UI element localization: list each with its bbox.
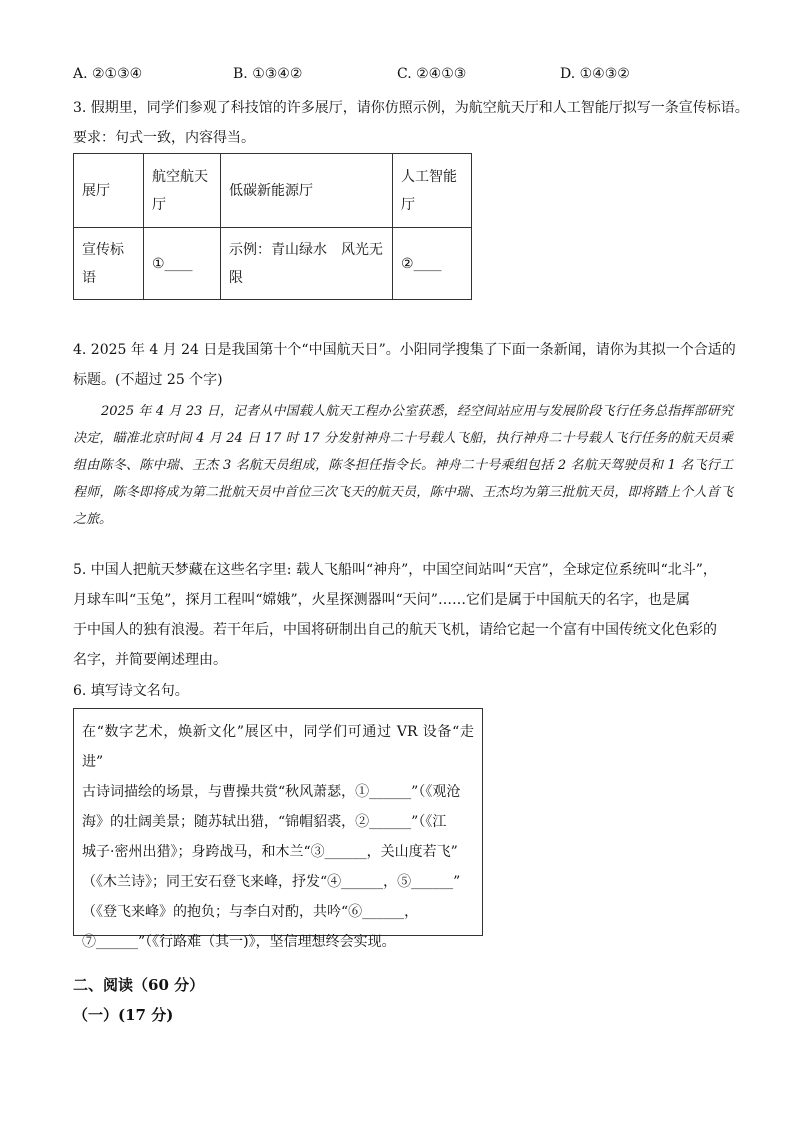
subsection-heading: （一）(17 分) — [73, 1006, 174, 1024]
cell-slogan-label: 宣传标语 — [74, 228, 144, 300]
cell-slogan-1: ①____ — [144, 228, 221, 300]
q5-line-3: 于中国人的独有浪漫。若干年后，中国将研制出自己的航天飞机，请给它起一个富有中国传统文化色彩的 — [73, 622, 717, 638]
cell-aerospace: 航空航天厅 — [144, 154, 221, 228]
q3-requirement: 要求：句式一致，内容得当。 — [73, 130, 255, 146]
news-passage — [73, 398, 733, 533]
cell-low-carbon: 低碳新能源厅 — [221, 154, 393, 228]
section-heading: 二、阅读（60 分） — [73, 976, 205, 994]
q6-title: 6. 填写诗文名句。 — [73, 683, 189, 699]
q6-line-4: 城子·密州出猎》；身跨战马，和木兰“③______，关山度若飞” — [82, 844, 458, 860]
q2-options — [73, 66, 723, 86]
q4-prompt: 4. 2025 年 4 月 24 日是我国第十个“中国航天日”。小阳同学搜集了下面一条新闻，请你为其拟一个合适的 — [73, 342, 736, 358]
q5-line-4: 名字，并简要阐述理由。 — [73, 652, 227, 668]
option-d: D. ①④③② — [560, 66, 630, 82]
q5-line-2: 月球车叫“玉兔”，探月工程叫“嫦娥”，火星探测器叫“天问”……它们是属于中国航天的名字，也是属 — [73, 592, 690, 608]
cell-ai: 人工智能厅 — [393, 154, 472, 228]
option-b: B. ①③④② — [233, 66, 303, 82]
cell-slogan-example: 示例：青山绿水 风光无限 — [221, 228, 393, 300]
q6-line-7: ⑦______”（《行路难（其一)》，坚信理想终会实现。 — [82, 934, 396, 950]
q3-table — [73, 153, 472, 300]
cell-slogan-2: ②____ — [393, 228, 472, 300]
q6-line-6: （《登飞来峰》的抱负；与李白对酌，共吟“⑥______， — [82, 904, 419, 920]
q6-line-1: 在“数字艺术，焕新文化”展区中，同学们可通过 VR 设备“走进” — [82, 724, 474, 770]
news-text: 2025 年 4 月 23 日，记者从中国载人航天工程办公室获悉，经空间站应用与发展阶段飞行任务总指挥部研究决定，瞄准北京时间 4 月 24 日 17 时 17 分发射神舟二十号载人飞船，执行神舟二十号载人飞行任务的航天员乘组由陈冬、陈中瑞、王杰 3 名航天员组成，陈冬担任指令长。神舟二十号乘组包括 2 名航天驾驶员和 1 名飞行工程师，陈冬即将成为第二批航天员中首位三次飞天的航天员，陈中瑞、王杰均为第三批航天员，即将踏上个人首飞之旅。 — [73, 404, 733, 527]
q6-line-2: 古诗词描绘的场景，与曹操共赏“秋风萧瑟，①______”（《观沧 — [82, 784, 461, 800]
cell-hall-label: 展厅 — [74, 154, 144, 228]
q6-line-3: 海》的壮阔美景；随苏轼出猎，“锦帽貂裘，②______”（《江 — [82, 814, 447, 830]
q5-line-1: 5. 中国人把航天梦藏在这些名字里: 载人飞船叫“神舟”，中国空间站叫“天宫”，全球定位系统叫“北斗”， — [73, 562, 717, 578]
q6-poem-box — [73, 708, 483, 950]
option-c: C. ②④①③ — [397, 66, 467, 82]
q6-line-5: （《木兰诗》；同王安石登飞来峰，抒发“④______，⑤______” — [82, 874, 461, 890]
option-a: A. ②①③④ — [73, 66, 143, 82]
q3-prompt: 3. 假期里，同学们参观了科技馆的许多展厅，请你仿照示例，为航空航天厅和人工智能厅拟写一条宣传标语。 — [73, 100, 749, 116]
q4-limit: 标题。(不超过 25 个字) — [73, 372, 223, 388]
